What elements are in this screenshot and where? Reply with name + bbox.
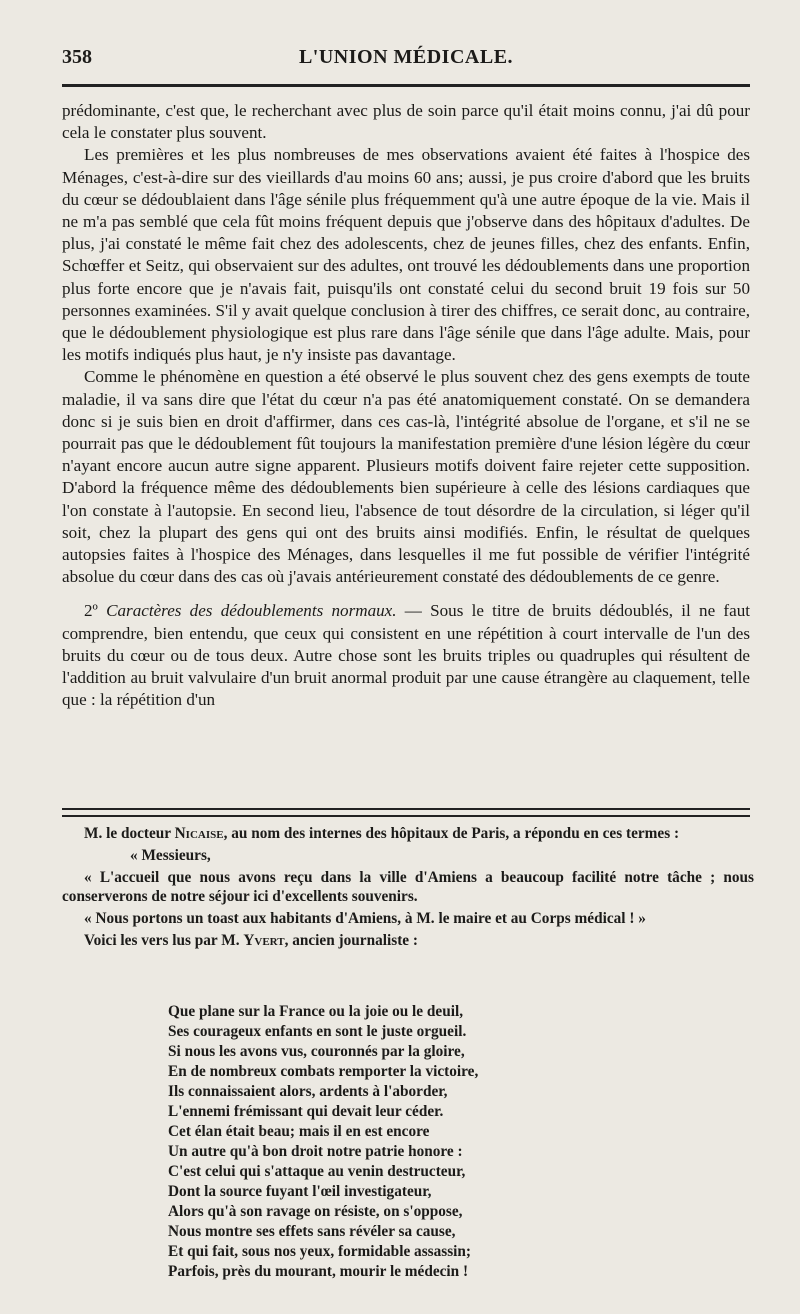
poem (168, 1002, 478, 1282)
speech-paragraph: « L'accueil que nous avons reçu dans la ville d'Amiens a beaucoup facilité notre tâche ; nous conserverons de notre séjour ici d'excellents souvenirs. (62, 868, 754, 906)
main-article (62, 100, 750, 711)
running-title: L'UNION MÉDICALE. (298, 46, 514, 68)
poem-line: Ils connaissaient alors, ardents à l'aborder, (168, 1083, 448, 1100)
feuilleton-intro (62, 824, 754, 844)
poem-line: Alors qu'à son ravage on résiste, on s'oppose, (168, 1203, 463, 1220)
section-title: Caractères des dédoublements normaux. (106, 601, 397, 621)
poem-line: Ses courageux enfants en sont le juste orgueil. (168, 1023, 467, 1040)
feuilleton (62, 824, 754, 953)
verses-intro (62, 931, 754, 951)
salutation: « Messieurs, (130, 846, 211, 864)
intro-prefix: M. le docteur (84, 825, 175, 842)
poem-line: Dont la source fuyant l'œil investigateur, (168, 1183, 432, 1200)
poem-line: L'ennemi frémissant qui devait leur céder. (168, 1103, 444, 1120)
article-paragraph: Comme le phénomène en question a été observé le plus souvent chez des gens exempts de toute maladie, il va sans dire que l'état du cœur n'a pas été anatomiquement constaté. On se demandera donc si je suis bien en droit d'affirmer, dans ces cas-là, l'intégrité absolue de l'organe, et s'il ne se pourrait pas que le dédoublement fût toujours la manifestation première d'une lésion légère du cœur n'ayant encore aucun autre signe apparent. Plusieurs motifs doivent faire rejeter cette supposition. D'abord la fréquence même des dédoublements bien supérieure à celle des lésions cardiaques que l'on constate à l'autopsie. En second lieu, l'absence de tout désordre de la circulation, si léger qu'il soit, chez la plupart des gens qui ont des bruits ainsi modifiés. Enfin, le résultat de quelques autopsies faites à l'hospice des Ménages, dans lesquelles il me fut possible de vérifier l'intégrité absolue du cœur dans des cas où j'avais antérieurement constaté des dédoublements de ce genre. (62, 367, 750, 587)
poem-line: Et qui fait, sous nos yeux, formidable assassin; (168, 1243, 472, 1260)
poem-line: C'est celui qui s'attaque au venin destructeur, (168, 1163, 466, 1180)
poem-line: Nous montre ses effets sans révéler sa cause, (168, 1223, 456, 1240)
feuilleton-divider (62, 808, 750, 817)
article-paragraph: Les premières et les plus nombreuses de mes observations avaient été faites à l'hospice des Ménages, c'est-à-dire sur des vieillards d'au moins 60 ans; aussi, je pus croire d'abord que les bruits du cœur se dédoublaient dans l'âge sénile plus fréquemment qu'à une autre époque de la vie. Mais il ne m'a pas semblé que cela fût moins fréquent depuis que j'observe dans des hôpitaux d'adultes. De plus, j'ai constaté le même fait chez des adolescents, chez de jeunes filles, chez des enfants. Enfin, Schœffer et Seitz, qui observaient sur des adultes, ont trouvé les dédoublements dans une proportion plus forte encore que je n'avais fait, puisqu'ils ont constaté celui du second bruit 19 fois sur 50 personnes examinées. S'il y avait quelque conclusion à tirer des chiffres, ce serait donc, au contraire, que le dédoublement physiologique est plus rare dans l'âge sénile que dans l'âge adulte. Mais, pour les motifs indiqués plus haut, je n'y insiste pas davantage. (62, 145, 750, 365)
poem-line: Cet élan était beau; mais il en est encore (168, 1123, 430, 1140)
section-text: — Sous le titre de bruits dédoublés, il ne faut comprendre, bien entendu, que ceux qui consistent en une répétition à court intervalle de l'un des bruits du cœur ou de tous deux. Autre chose sont les bruits triples ou quadruples qui résultent de l'addition au bruit valvulaire d'un bruit anormal produit par une cause étrangère au claquement, telle que : la répétition d'un (62, 601, 750, 710)
poet-name: Yvert (243, 931, 285, 949)
poem-line: Un autre qu'à bon droit notre patrie honore : (168, 1143, 463, 1160)
page-number: 358 (62, 46, 92, 68)
article-paragraph: prédominante, c'est que, le recherchant avec plus de soin parce qu'il était moins connu, j'ai dû pour cela le constater plus souvent. (62, 101, 750, 143)
poem-line: Que plane sur la France ou la joie ou le deuil, (168, 1003, 464, 1020)
speaker-name: Nicaise (174, 825, 224, 842)
speech-paragraph: « Nous portons un toast aux habitants d'Amiens, à M. le maire et au Corps médical ! » (84, 910, 646, 928)
poem-line: Si nous les avons vus, couronnés par la gloire, (168, 1043, 465, 1060)
verses-suffix: , ancien journaliste : (284, 931, 418, 949)
intro-suffix: , au nom des internes des hôpitaux de Paris, a répondu en ces termes : (223, 825, 680, 842)
poem-line: Parfois, près du mourant, mourir le médecin ! (168, 1263, 469, 1280)
verses-prefix: Voici les vers lus par M. (84, 931, 244, 949)
poem-line: En de nombreux combats remporter la victoire, (168, 1063, 479, 1080)
header-rule (62, 84, 750, 87)
page-header (62, 46, 750, 76)
section-paragraph (62, 600, 750, 711)
section-number: 2º (84, 601, 98, 621)
